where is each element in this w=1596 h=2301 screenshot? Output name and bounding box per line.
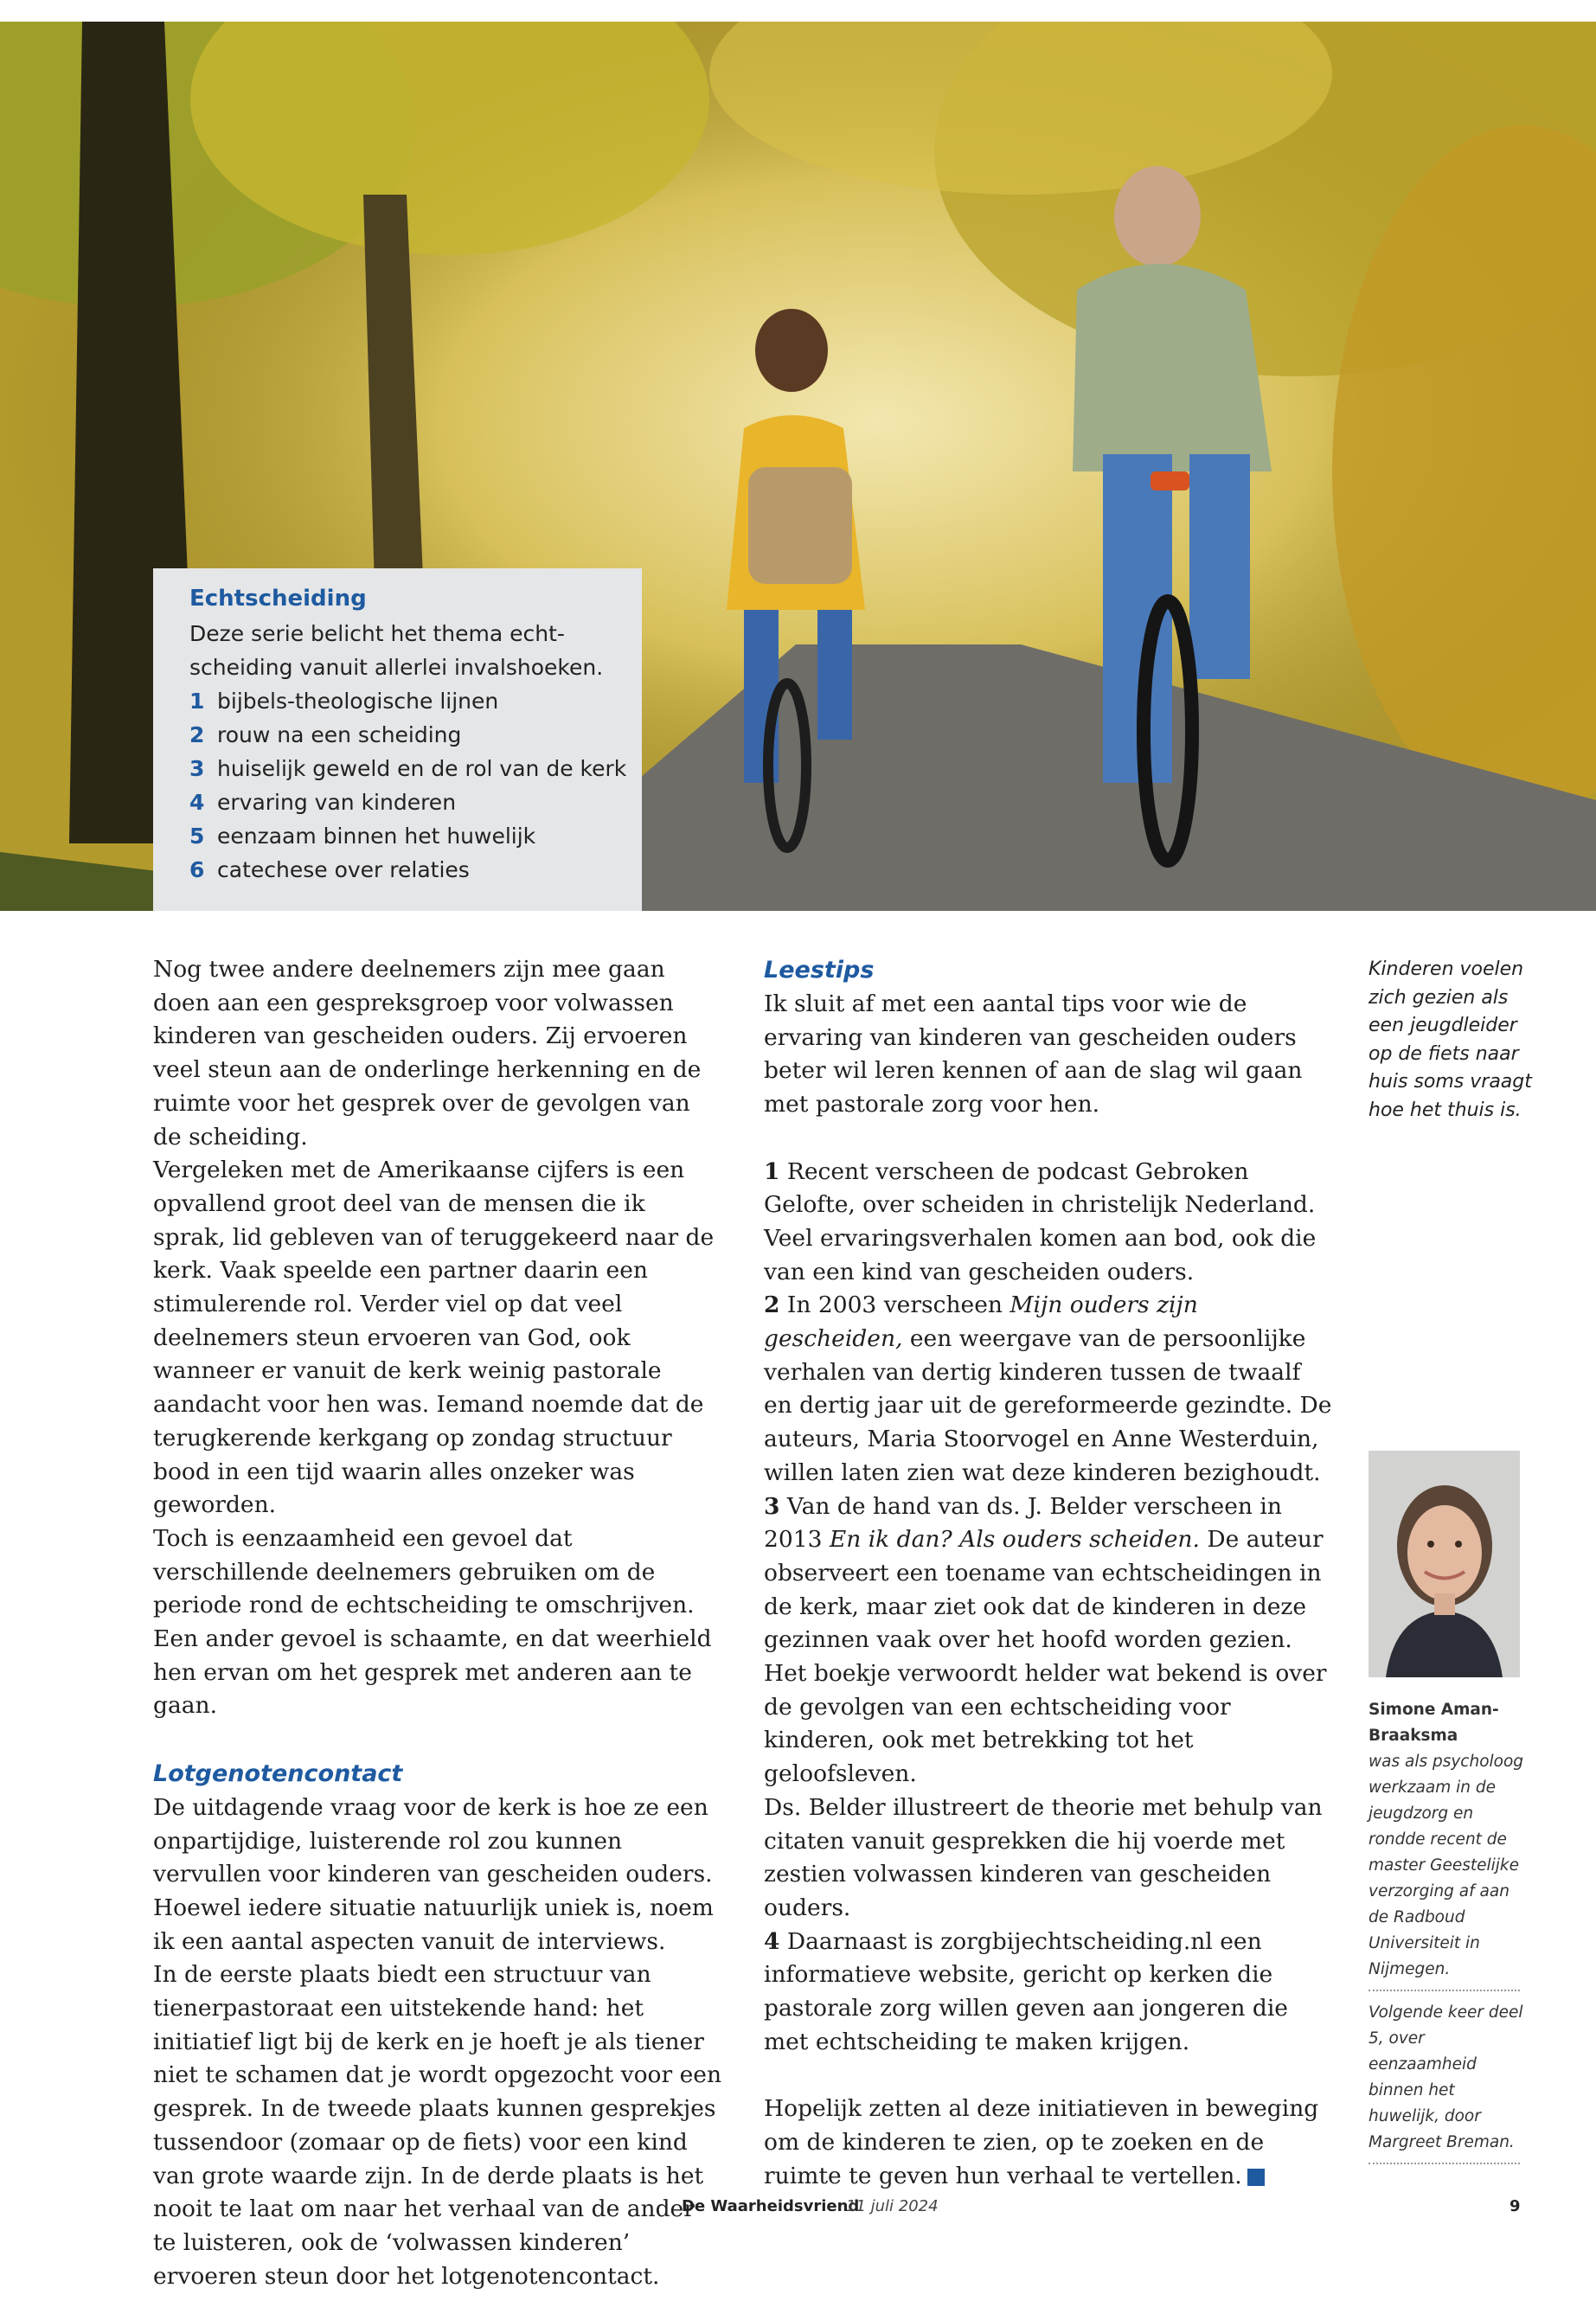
section-heading-leestips: Leestips xyxy=(764,957,875,984)
issue-date: 11 juli 2024 xyxy=(846,2197,939,2215)
divider xyxy=(1368,1990,1520,1991)
page-number: 9 xyxy=(1509,2197,1521,2215)
book-title: Mijn ouders zijn gescheiden, xyxy=(764,1292,1198,1353)
article-column-right xyxy=(764,953,1335,2193)
author-bio xyxy=(1368,1697,1529,2173)
series-item: 1 bijbels-theologische lijnen xyxy=(189,689,499,714)
tip-2: 2 In 2003 verscheen Mijn ouders zijn gescheiden, een weergave van de persoonlijke verhalen van dertig kinderen tussen de twaalf en dertig jaar uit de gereformeerde gezindte. De auteurs, Maria Stoorvogel en Anne Westerduin, willen laten zien wat deze kinderen bezighoudt. xyxy=(764,1292,1332,1486)
paragraph: De uitdagende vraag voor de kerk is hoe ze een onpartijdige, luisterende rol zou kunnen vervullen voor kinderen van gescheiden ouders. Hoewel iedere situatie natuurlijk uniek is, noem ik een aantal aspecten vanuit de interviews. xyxy=(153,1793,714,1955)
closing-paragraph: Hopelijk zetten al deze initiatieven in beweging om de kinderen te zien, op te zoeken en de ruimte te geven hun verhaal te vertellen. xyxy=(764,2095,1319,2189)
series-item: 4 ervaring van kinderen xyxy=(189,790,457,815)
pull-quote: Kinderen voelen zich gezien als een jeugdleider op de fiets naar huis soms vraagt hoe het thuis is. xyxy=(1368,958,1532,1121)
author-description: was als psycholoog werkzaam in de jeugdzorg en rondde recent de master Geestelijke verzorging af aan de Radboud Universiteit in Nijmegen. xyxy=(1368,1753,1524,1978)
series-box xyxy=(153,568,642,911)
paragraph: Vergeleken met de Amerikaanse cijfers is een opvallend groot deel van de mensen die ik sprak, lid gebleven van of teruggekeerd naar de kerk. Vaak speelde een partner daarin een stimulerende rol. Verder viel op dat veel deelnemers steun ervoeren van God, ook wanneer er vanuit de kerk weinig pastorale aandacht voor hen was. Iemand noemde dat de terugkerende kerkgang op zondag structuur bood in een tijd waarin alles onzeker was geworden. xyxy=(153,1157,715,1519)
book-title: En ik dan? Als ouders scheiden. xyxy=(829,1526,1200,1554)
paragraph: Ik sluit af met een aantal tips voor wie de ervaring van kinderen van gescheiden ouders beter wil leren kennen of aan de slag wil gaan met pastorale zorg voor hen. xyxy=(764,990,1303,1118)
series-title: Echtscheiding xyxy=(189,586,367,612)
paragraph: Nog twee andere deelnemers zijn mee gaan doen aan een gespreksgroep voor volwassen kinderen van gescheiden ouders. Zij ervoeren veel steun aan de onderlinge herkenning en de ruimte voor het gesprek over de gevolgen van de scheiding. xyxy=(153,956,702,1150)
series-intro: Deze serie belicht het thema echt-scheiding vanuit allerlei invalshoeken. xyxy=(189,621,604,680)
divider xyxy=(1368,2163,1520,2164)
paragraph: Toch is eenzaamheid een gevoel dat verschillende deelnemers gebruiken om de periode rond de echtscheiding te omschrijven. Een ander gevoel is schaamte, en dat weerhield hen ervan om het gesprek met anderen aan te gaan. xyxy=(153,1524,712,1720)
author-portrait xyxy=(1368,1451,1520,1677)
next-episode-note: Volgende keer deel 5, over eenzaamheid binnen het huwelijk, door Margreet Breman. xyxy=(1368,2003,1523,2151)
series-item: 6 catechese over relaties xyxy=(189,857,470,882)
series-item: 2 rouw na een scheiding xyxy=(189,722,462,747)
paragraph: In de eerste plaats biedt een structuur van tienerpastoraat een uitstekende hand: het initiatief ligt bij de kerk en je hoeft je als tiener niet te schamen dat je wordt opgezocht voor een gesprek. In de tweede plaats kunnen gesprekjes tussendoor (zomaar op de fiets) voor een kind van grote waarde zijn. In de derde plaats is het nooit te laat om naar het verhaal van de ander te luisteren, ook de ‘volwassen kinderen’ ervoeren steun door het lotgenotencontact. xyxy=(153,1961,722,2290)
series-item: 5 eenzaam binnen het huwelijk xyxy=(189,824,536,849)
tip-1: 1 Recent verscheen de podcast Gebroken Gelofte, over scheiden in christelijk Nederland. Veel ervaringsverhalen komen aan bod, ook die van een kind van gescheiden ouders. xyxy=(764,1157,1317,1285)
series-item: 3 huiselijk geweld en de rol van de kerk xyxy=(189,756,627,781)
author-name: Simone Aman-Braaksma xyxy=(1368,1701,1499,1745)
series-list xyxy=(189,684,642,887)
portrait-illustration xyxy=(1368,1451,1520,1677)
section-heading-lotgenotencontact: Lotgenotencontact xyxy=(153,1759,403,1787)
paragraph: Ds. Belder illustreert de theorie met behulp van citaten vanuit gesprekken die hij voerde met zestien volwassen kinderen van gescheiden ouders. xyxy=(764,1793,1323,1921)
article-column-left xyxy=(153,953,724,2293)
tip-4: 4 Daarnaast is zorgbijechtscheiding.nl een informatieve website, gericht op kerken die pastorale zorg willen geven aan jongeren die met echtscheiding te maken krijgen. xyxy=(764,1927,1288,2055)
end-mark-icon xyxy=(1247,2169,1265,2186)
tip-3: 3 Van de hand van ds. J. Belder verscheen in 2013 En ik dan? Als ouders scheiden. De auteur observeert een toename van echtscheidingen in de kerk, maar ziet ook dat de kinderen in deze gezinnen vaak over het hoofd worden gezien. Het boekje verwoordt helder wat bekend is over de gevolgen van een echtscheiding voor kinderen, ook met betrekking tot het geloofsleven. xyxy=(764,1492,1327,1788)
magazine-name: De Waarheidsvriend xyxy=(682,2197,860,2215)
